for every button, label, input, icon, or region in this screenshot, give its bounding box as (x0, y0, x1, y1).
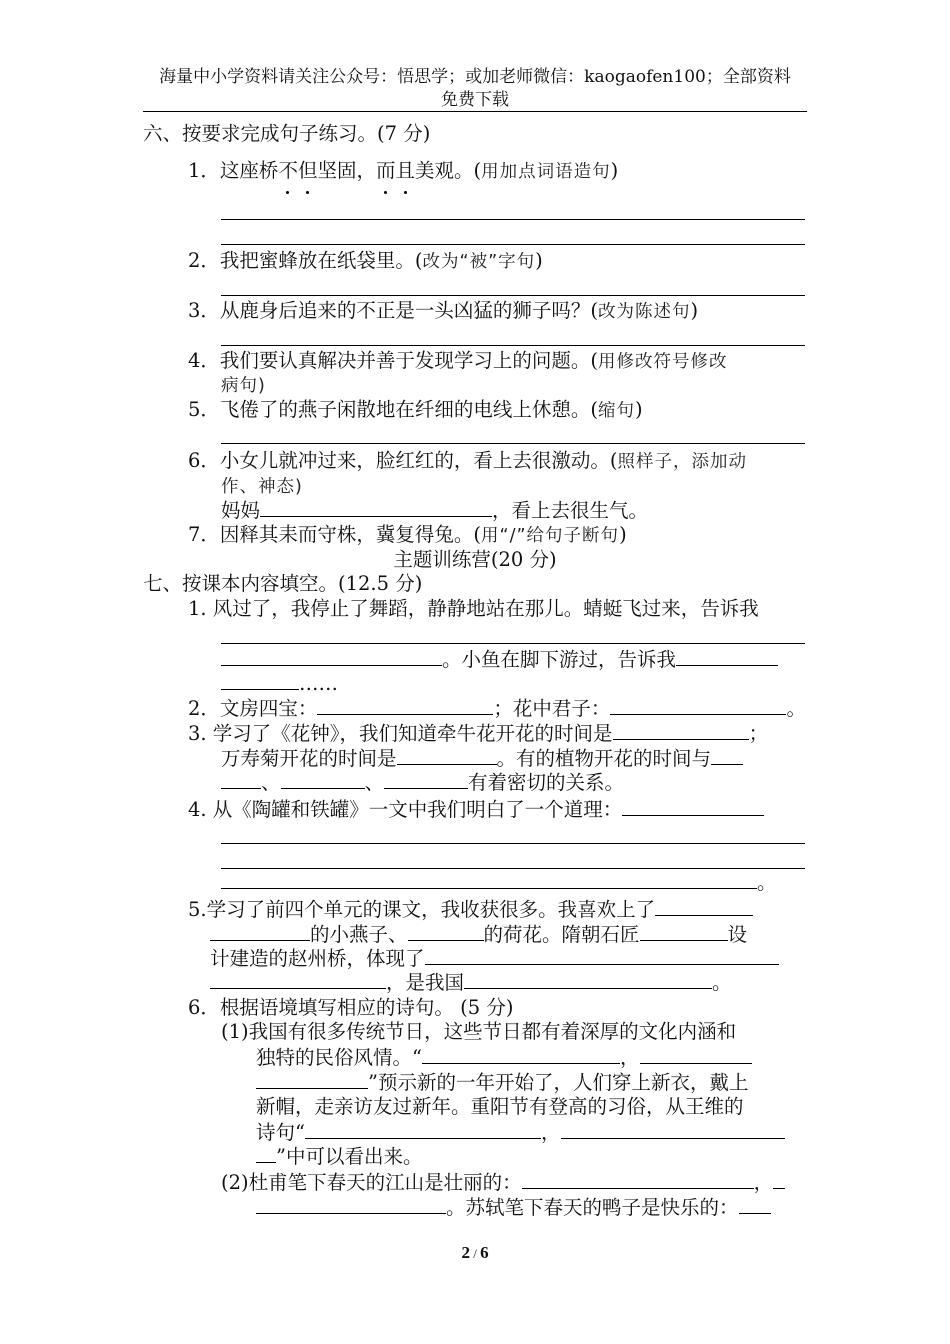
s6-item-3: 3．从鹿身后追来的不正是一头凶猛的狮子吗？(改为陈述句) (188, 299, 699, 322)
s8-title: 6．根据语境填写相应的诗句。 (5 分) (188, 996, 514, 1019)
fill-blank[interactable] (640, 922, 728, 941)
s7-q5-b: 的小燕子、 的荷花。隋朝石匠 设 (210, 922, 747, 947)
fill-blank[interactable] (408, 922, 484, 941)
fill-blank[interactable] (210, 970, 386, 989)
s8-p1-f: ”中可以看出来。 (256, 1144, 422, 1169)
fill-blank[interactable] (610, 696, 786, 715)
emphasized-word-2: 而且 (376, 159, 415, 183)
fill-blank[interactable] (281, 770, 365, 789)
fill-blank[interactable] (622, 797, 764, 816)
section-7-title: 七、按课本内容填空。(12.5 分) (143, 572, 423, 595)
s8-p1-b: 独特的民俗风情。“ ， (256, 1045, 752, 1070)
fill-blank[interactable] (210, 922, 310, 941)
emphasized-word-1: 不但 (278, 159, 317, 183)
fill-blank[interactable] (739, 1195, 771, 1214)
fill-blank[interactable] (522, 1170, 754, 1189)
fill-blank[interactable] (384, 770, 468, 789)
s7-q1-b: 。小鱼在脚下游过，告诉我 (221, 647, 778, 672)
s8-p1-c: ”预示新的一年开始了，人们穿上新衣，戴上 (256, 1070, 748, 1095)
fill-blank[interactable] (422, 1045, 620, 1064)
answer-line[interactable] (221, 443, 805, 444)
fill-blank[interactable] (676, 647, 778, 666)
fill-blank[interactable] (260, 498, 492, 517)
answer-line[interactable] (221, 345, 805, 346)
fill-blank[interactable] (561, 1120, 785, 1139)
fill-blank[interactable] (256, 1195, 446, 1214)
answer-line[interactable] (221, 843, 805, 844)
s8-p2-b: 。苏轼笔下春天的鸭子是快乐的： (256, 1195, 771, 1220)
fill-blank[interactable] (613, 721, 749, 740)
fill-blank[interactable] (256, 1144, 276, 1163)
answer-line[interactable] (221, 868, 805, 869)
answer-line[interactable] (221, 219, 805, 220)
header-line-2: 免费下载 (441, 90, 509, 110)
fill-blank[interactable] (305, 1120, 541, 1139)
answer-line[interactable] (221, 244, 805, 245)
fill-blank[interactable] (425, 946, 779, 965)
fill-blank[interactable] (711, 746, 743, 765)
answer-line[interactable] (221, 295, 805, 296)
s8-p1-e: 诗句“ ， (256, 1120, 785, 1145)
s6-item-6-cont: 作、神态) (221, 477, 303, 497)
s8-p1-d: 新帽，走亲访友过新年。重阳节有登高的习俗，从王维的 (256, 1095, 744, 1118)
s7-q3-a: 3. 学习了《花钟》，我们知道牵牛花开花的时间是 ； (188, 722, 769, 745)
s6-item-2: 2．我把蜜蜂放在纸袋里。(改为“被”字句) (188, 249, 543, 272)
s7-q5-c: 计建造的赵州桥，体现了 (210, 946, 779, 971)
page-number: 2 / 6 (461, 1243, 489, 1262)
s6-item-7: 7．因释其耒而守株，冀复得兔。(用“/”给句子断句) (188, 523, 627, 546)
s7-q1-c: …… (221, 671, 338, 696)
fill-blank[interactable] (640, 1045, 752, 1064)
fill-blank[interactable] (221, 770, 261, 789)
s7-q4-last: 。 (221, 870, 777, 895)
s7-q5-a: 5.学习了前四个单元的课文，我收获很多。我喜欢上了 (188, 897, 753, 922)
s6-item-5: 5．飞倦了的燕子闲散地在纤细的电线上休憩。(缩句) (188, 398, 643, 421)
section-6-title: 六、按要求完成句子练习。(7 分) (143, 122, 431, 145)
s7-q3-b: 万寿菊开花的时间是 。有的植物开花的时间与 (221, 746, 743, 771)
s7-q5-d: ，是我国 。 (210, 970, 732, 995)
s8-p2-a: (2)杜甫笔下春天的江山是壮丽的： ， (221, 1170, 785, 1195)
s7-q1-a: 1. 风过了，我停止了舞蹈，静静地站在那儿。蜻蜓飞过来，告诉我 (188, 597, 759, 620)
s7-q2: 2．文房四宝： ；花中君子： 。 (188, 697, 806, 720)
fill-blank[interactable] (221, 671, 299, 690)
fill-blank[interactable] (221, 870, 757, 889)
fill-blank[interactable] (464, 970, 712, 989)
s6-item-6: 6．小女儿就冲过来，脸红红的，看上去很激动。(照样子，添加动 (188, 449, 748, 472)
header-divider (143, 111, 807, 112)
page-header (140, 66, 810, 112)
s7-q4: 4. 从《陶罐和铁罐》一文中我们明白了一个道理： (188, 797, 764, 822)
answer-line[interactable] (221, 643, 805, 644)
theme-title: 主题训练营(20 分) (393, 548, 557, 571)
s6-item-6-example: 妈妈 ，看上去很生气。 (221, 499, 649, 522)
s6-item-4-cont: 病句) (221, 376, 266, 396)
s6-item-4: 4．我们要认真解决并善于发现学习上的问题。(用修改符号修改 (188, 349, 728, 372)
s6-item-1: 1．这座桥不但 坚固，而且 美观。(用加点词语造句) (188, 159, 618, 184)
fill-blank[interactable] (655, 897, 753, 916)
s8-p1-a: (1)我国有很多传统节日，这些节日都有着深厚的文化内涵和 (221, 1020, 737, 1043)
fill-blank[interactable] (773, 1170, 785, 1189)
fill-blank[interactable] (221, 647, 442, 666)
fill-blank[interactable] (317, 696, 493, 715)
header-line-1: 海量中小学资料请关注公众号：悟思学；或加老师微信：kaogaofen100；全部资料 (159, 67, 791, 87)
s7-q3-c: 、 、 有着密切的关系。 (221, 770, 624, 795)
fill-blank[interactable] (256, 1070, 368, 1089)
fill-blank[interactable] (397, 746, 497, 765)
